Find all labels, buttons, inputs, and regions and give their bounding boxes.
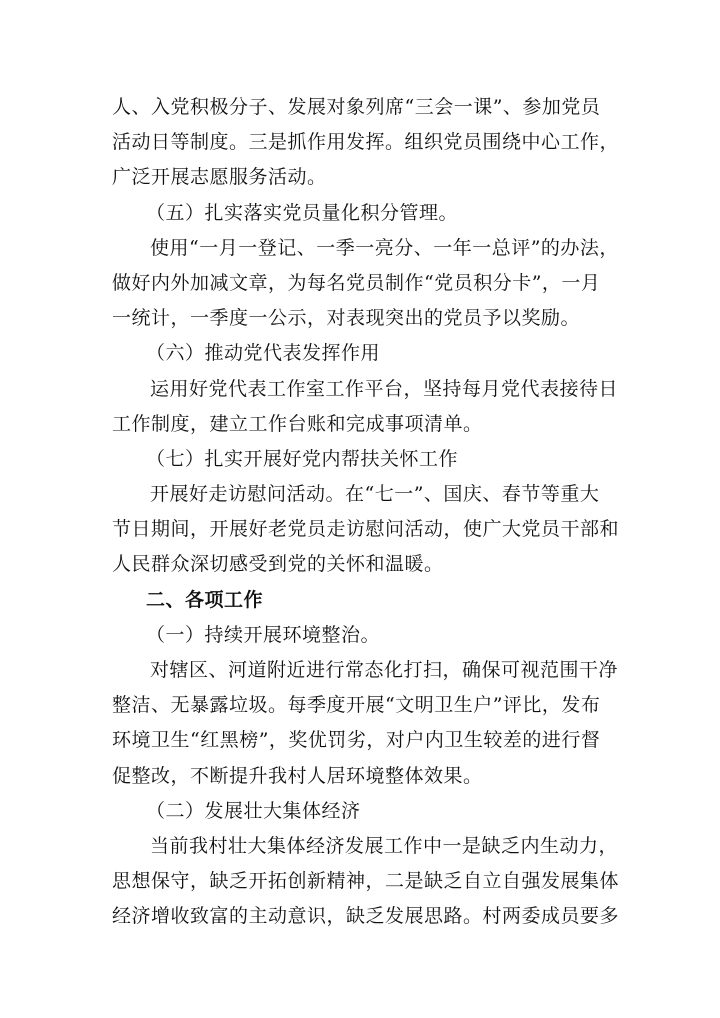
- subsection-heading: （二）发展壮大集体经济: [146, 799, 361, 822]
- body-text-line: 环境卫生“红黑榜”，奖优罚劣，对户内卫生较差的进行督: [112, 729, 601, 752]
- body-text-line: 节日期间，开展好老党员走访慰问活动，使广大党员干部和: [112, 518, 620, 541]
- body-text-line: 工作制度，建立工作台账和完成事项清单。: [112, 412, 483, 435]
- body-text-line: 活动日等制度。三是抓作用发挥。组织党员围绕中心工作，: [112, 131, 620, 154]
- subsection-heading: （五）扎实落实党员量化积分管理。: [146, 201, 459, 224]
- body-text-line: 广泛开展志愿服务活动。: [112, 166, 327, 189]
- subsection-heading: （六）推动党代表发挥作用: [146, 342, 381, 365]
- body-text-line: 经济增收致富的主动意识，缺乏发展思路。村两委成员要多: [112, 905, 620, 928]
- subsection-heading: （一）持续开展环境整治。: [146, 623, 381, 646]
- body-text-line: 促整改，不断提升我村人居环境整体效果。: [112, 764, 483, 787]
- body-text-line: 思想保守，缺乏开拓创新精神，二是缺乏自立自强发展集体: [112, 870, 620, 893]
- section-heading: 二、各项工作: [146, 588, 264, 611]
- paragraph-first-line: 当前我村壮大集体经济发展工作中一是缺乏内生动力，: [150, 834, 619, 857]
- document-body: [112, 90, 622, 935]
- body-text-line: 人民群众深切感受到党的关怀和温暖。: [112, 553, 444, 576]
- paragraph-first-line: 对辖区、河道附近进行常态化打扫，确保可视范围干净: [150, 659, 619, 681]
- paragraph-first-line: 使用“一月一登记、一季一亮分、一年一总评”的办法，: [150, 236, 619, 259]
- body-text-line: 人、入党积极分子、发展对象列席“三会一课”、参加党员: [112, 96, 601, 118]
- body-text-line: 一统计，一季度一公示，对表现突出的党员予以奖励。: [112, 307, 581, 330]
- body-text-line: 做好内外加减文章，为每名党员制作“党员积分卡”，一月: [112, 271, 601, 294]
- body-text-line: 整洁、无暴露垃圾。每季度开展“文明卫生户”评比，发布: [112, 694, 601, 717]
- subsection-heading: （七）扎实开展好党内帮扶关怀工作: [146, 447, 459, 470]
- paragraph-first-line: 开展好走访慰问活动。在“七一”、国庆、春节等重大: [150, 483, 600, 506]
- paragraph-first-line: 运用好党代表工作室工作平台，坚持每月党代表接待日: [150, 377, 619, 400]
